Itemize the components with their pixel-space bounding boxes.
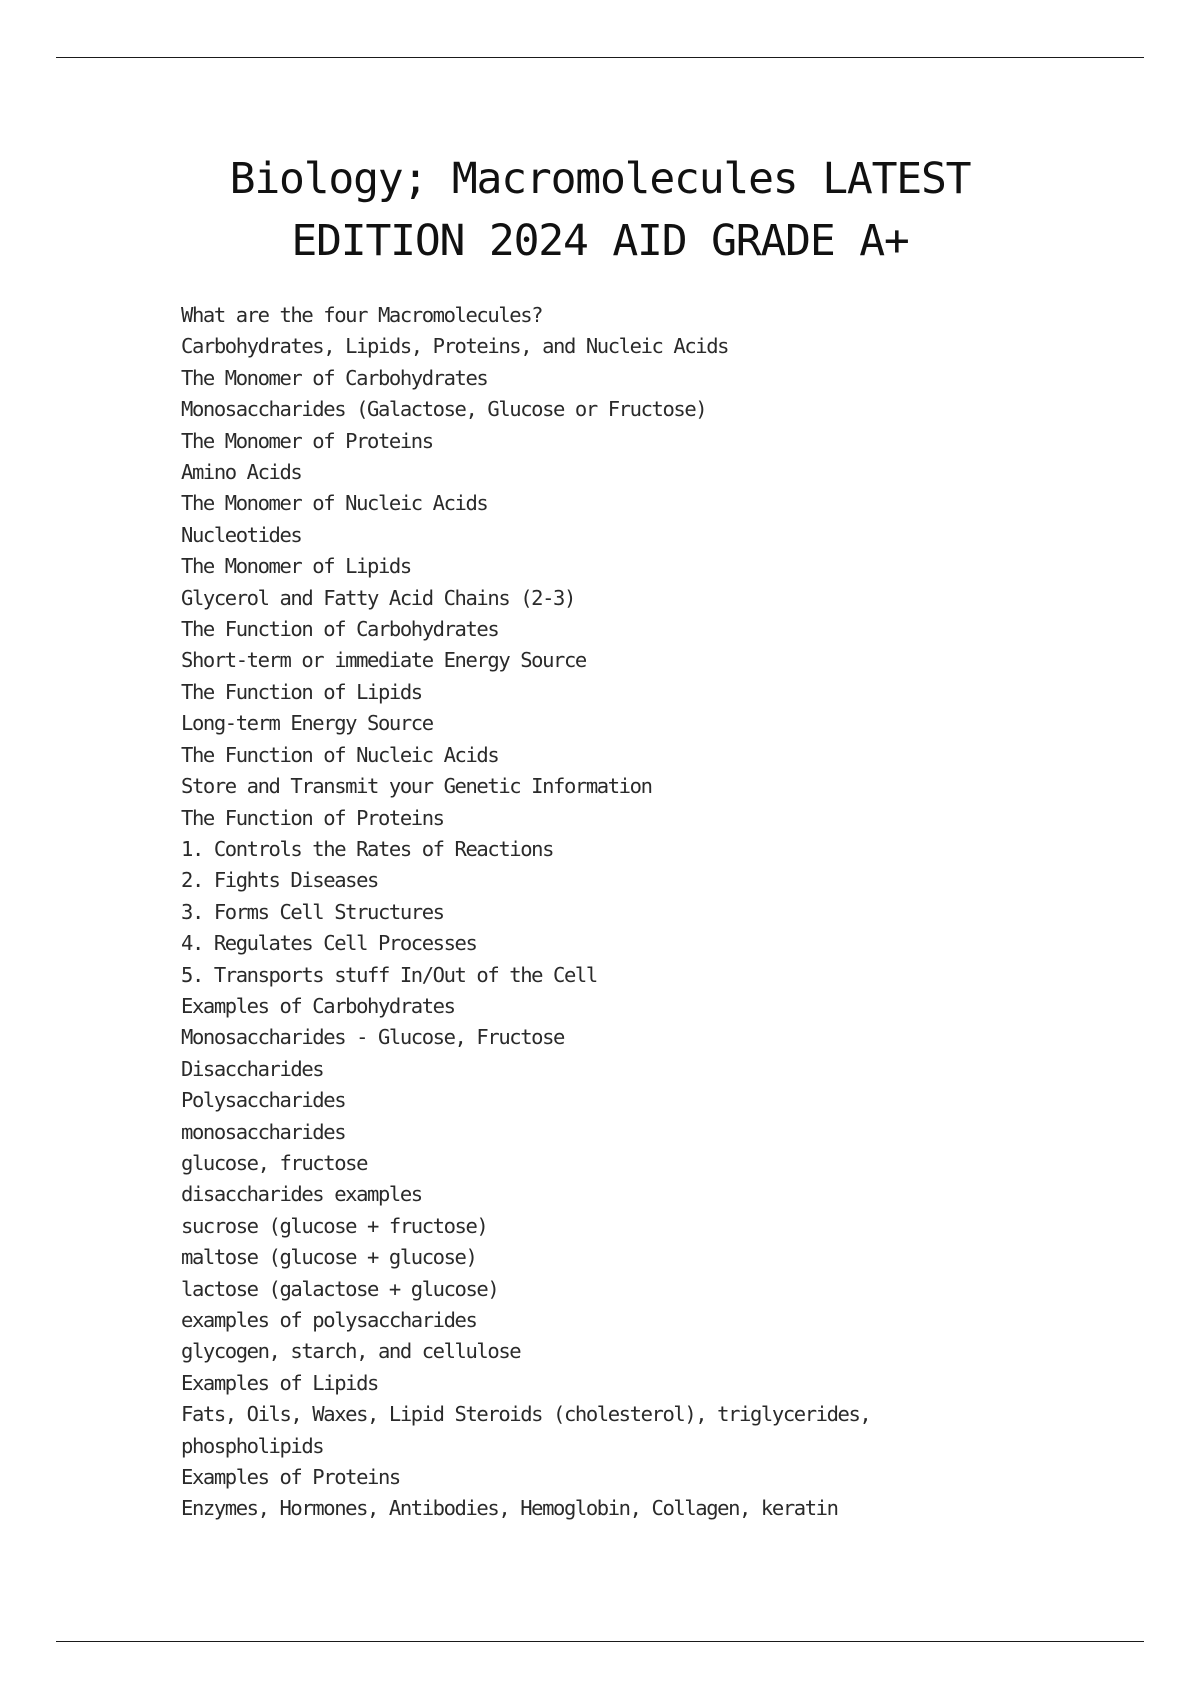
content-line: Fats, Oils, Waxes, Lipid Steroids (cholesterol), triglycerides, phospholipids bbox=[181, 1402, 882, 1458]
content-line: What are the four Macromolecules? bbox=[181, 303, 543, 327]
document-title: Biology; Macromolecules LATEST EDITION 2024 AID GRADE A+ bbox=[229, 154, 971, 266]
content-line: sucrose (glucose + fructose) bbox=[181, 1213, 488, 1238]
content-line: Disaccharides bbox=[181, 1056, 324, 1081]
content-line: Examples of Lipids bbox=[181, 1370, 378, 1395]
content-line: Carbohydrates, Lipids, Proteins, and Nucleic Acids bbox=[181, 334, 729, 359]
content-line: examples of polysaccharides bbox=[181, 1308, 477, 1332]
content-lines bbox=[181, 300, 1001, 1525]
content-line: Examples of Carbohydrates bbox=[181, 993, 455, 1018]
content-line: monosaccharides bbox=[181, 1119, 346, 1144]
content-line: 2. Fights Diseases bbox=[181, 868, 378, 893]
content-line: The Monomer of Lipids bbox=[181, 554, 411, 579]
content-line: 3. Forms Cell Structures bbox=[181, 899, 444, 924]
content-line: Monosaccharides - Glucose, Fructose bbox=[181, 1025, 564, 1050]
content-line: The Function of Lipids bbox=[181, 679, 422, 704]
content-line: Polysaccharides bbox=[181, 1088, 346, 1113]
content-line: The Monomer of Nucleic Acids bbox=[181, 491, 488, 516]
content-line: The Monomer of Carbohydrates bbox=[181, 365, 488, 390]
content-line: 4. Regulates Cell Processes bbox=[181, 931, 477, 956]
content-line: The Monomer of Proteins bbox=[181, 428, 433, 453]
header-rule bbox=[56, 57, 1144, 58]
content-line: Short-term or immediate Energy Source bbox=[181, 648, 586, 673]
content-line: The Function of Carbohydrates bbox=[181, 617, 499, 642]
content-line: glucose, fructose bbox=[181, 1150, 368, 1175]
content-line: maltose (glucose + glucose) bbox=[181, 1245, 477, 1270]
content-line: 5. Transports stuff In/Out of the Cell bbox=[181, 962, 597, 987]
content-line: Glycerol and Fatty Acid Chains (2-3) bbox=[181, 585, 575, 610]
footer-rule bbox=[56, 1641, 1144, 1642]
content-line: Monosaccharides (Galactose, Glucose or Fructose) bbox=[181, 397, 707, 422]
content-line: Long-term Energy Source bbox=[181, 711, 433, 736]
content-line: Examples of Proteins bbox=[181, 1465, 400, 1490]
content-line: disaccharides examples bbox=[181, 1182, 422, 1207]
content-line: The Function of Proteins bbox=[181, 805, 444, 830]
content-line: 1. Controls the Rates of Reactions bbox=[181, 836, 554, 861]
content-line: Nucleotides bbox=[181, 522, 302, 547]
content-line: lactose (galactose + glucose) bbox=[181, 1276, 499, 1301]
content-line: glycogen, starch, and cellulose bbox=[181, 1339, 521, 1364]
content-line: Enzymes, Hormones, Antibodies, Hemoglobin, Collagen, keratin bbox=[181, 1496, 838, 1521]
content-line: Store and Transmit your Genetic Information bbox=[181, 774, 652, 799]
content-line: The Function of Nucleic Acids bbox=[181, 742, 499, 767]
content-line: Amino Acids bbox=[181, 460, 302, 485]
